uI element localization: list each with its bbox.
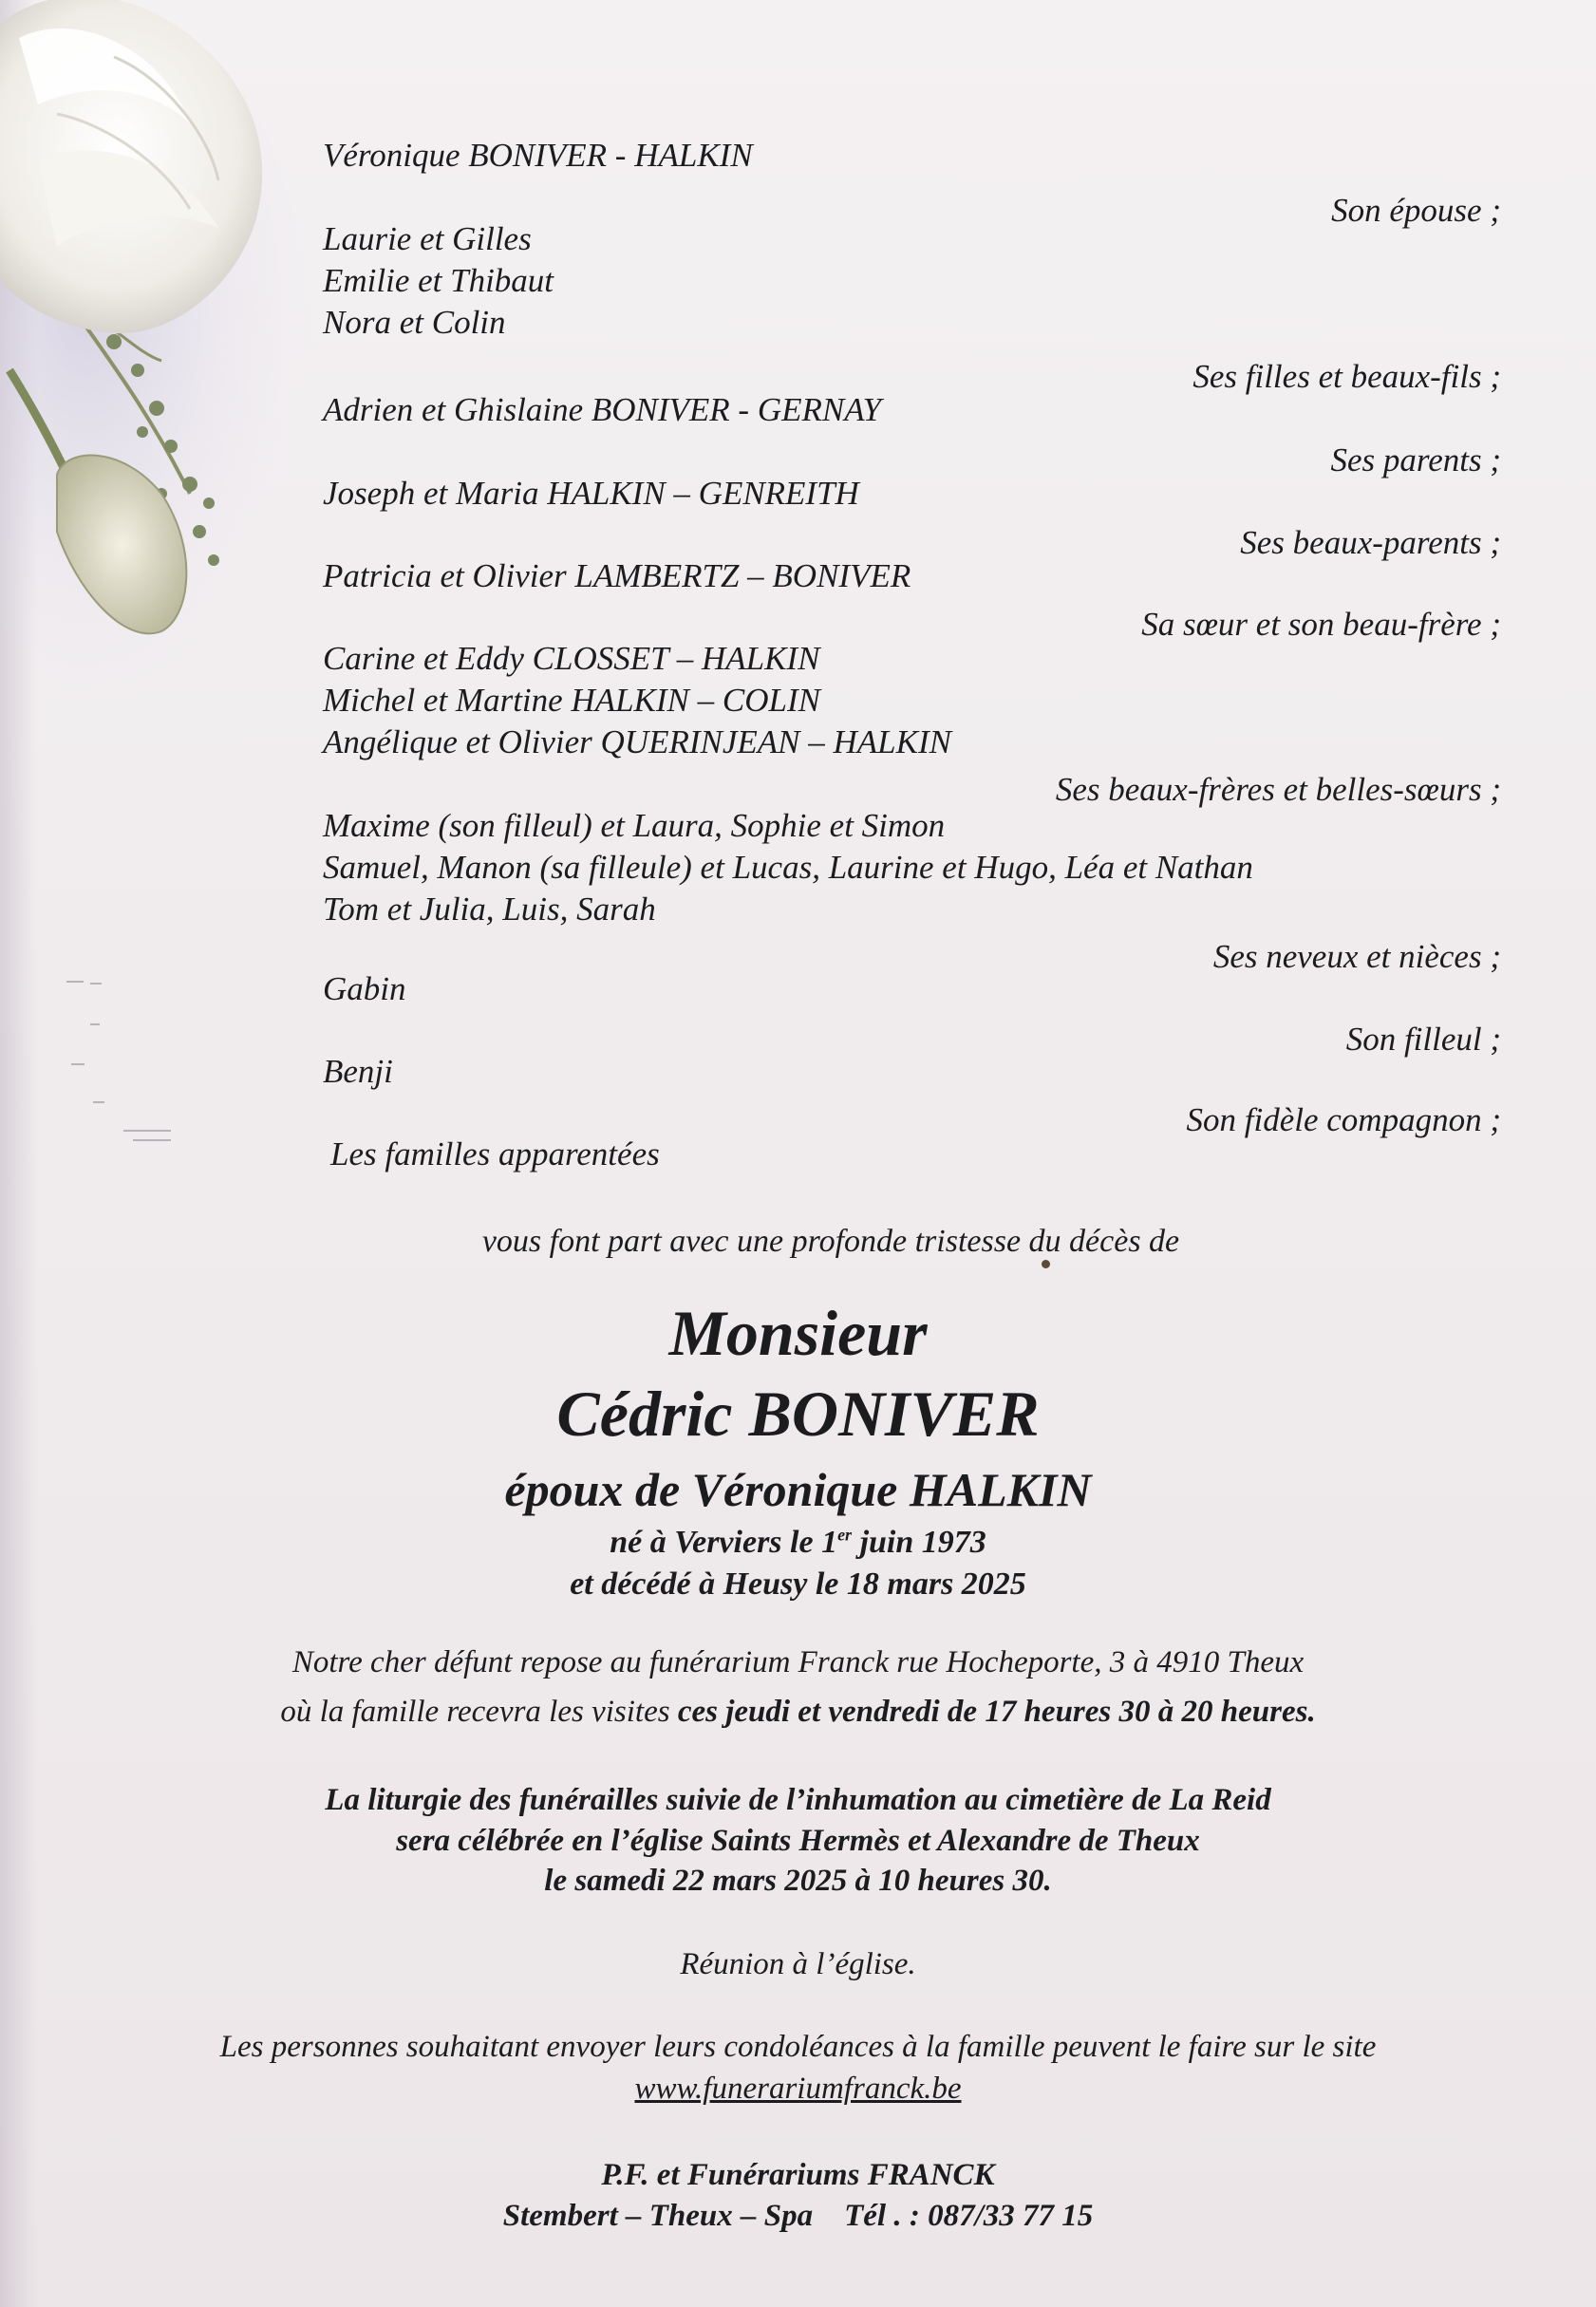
funeral-home-name: P.F. et Funérariums FRANCK (601, 2158, 995, 2192)
family-names-godson (323, 968, 406, 1010)
birth-date: juin 1973 (852, 1525, 986, 1560)
family-role-godson: Son filleul ; (1345, 1021, 1501, 1058)
condolences-text: Les personnes souhaitant envoyer leurs condoléances à la famille peuvent le faire sur le site (219, 2030, 1377, 2064)
family-name-line: Angélique et Olivier QUERINJEAN – HALKIN (323, 723, 951, 760)
family-name-line: Benji (323, 1053, 393, 1090)
family-names-siblings-in-law (323, 638, 951, 763)
funeral-home-contact (0, 2196, 1596, 2236)
family-role-in-laws: Ses beaux-parents ; (1240, 524, 1501, 561)
family-role-daughters: Ses filles et beaux-fils ; (1192, 358, 1501, 395)
condolences-website-link[interactable]: www.funerariumfranck.be (634, 2072, 962, 2106)
family-names-spouse (323, 135, 753, 177)
visitation-line-1: Notre cher défunt repose au funérarium Franck rue Hocheporte, 3 à 4910 Theux (291, 1645, 1305, 1679)
family-name-line: Gabin (323, 970, 406, 1007)
family-names-companion (323, 1051, 393, 1093)
liturgy-line-2: sera célébrée en l’église Saints Hermès et Alexandre de Theux (396, 1824, 1200, 1858)
family-name-line: Laurie et Gilles (323, 220, 532, 257)
deceased-birth (0, 1523, 1596, 1563)
family-name-line: Carine et Eddy CLOSSET – HALKIN (323, 640, 820, 677)
family-name-line: Samuel, Manon (sa filleule) et Lucas, Laurine et Hugo, Léa et Nathan (323, 849, 1253, 886)
family-role-companion: Son fidèle compagnon ; (1186, 1101, 1501, 1138)
deceased-spouse: époux de Véronique HALKIN (504, 1463, 1092, 1516)
visitation-text: où la famille recevra les visites (280, 1695, 678, 1729)
family-name-line: Nora et Colin (323, 304, 506, 341)
deceased-name: Cédric BONIVER (556, 1378, 1040, 1450)
family-names-relatives (330, 1134, 660, 1175)
family-role-sister: Sa sœur et son beau-frère ; (1141, 606, 1501, 643)
liturgy-line-3: le samedi 22 mars 2025 à 10 heures 30. (544, 1864, 1052, 1898)
reunion-text: Réunion à l’église. (680, 1947, 916, 1981)
birth-ordinal: er (837, 1525, 853, 1545)
family-names-daughters (323, 218, 554, 344)
family-names-nephews (323, 805, 1253, 930)
visitation-line-2 (0, 1687, 1596, 1736)
family-role-nephews: Ses neveux et nièces ; (1212, 938, 1501, 975)
family-role-siblings-in-law: Ses beaux-frères et belles-sœurs ; (1055, 771, 1501, 808)
birth-text: né à Verviers le 1 (610, 1525, 838, 1560)
family-name-line: Véronique BONIVER - HALKIN (323, 137, 753, 174)
deceased-title: Monsieur (668, 1297, 928, 1369)
family-names-parents (323, 389, 881, 431)
family-role-spouse: Son épouse ; (1331, 192, 1501, 229)
paper-speck (1042, 1260, 1050, 1268)
condolences-link-row (0, 2064, 1596, 2113)
white-flower-illustration (0, 0, 323, 722)
family-name-line: Les familles apparentées (330, 1135, 660, 1172)
family-name-line: Adrien et Ghislaine BONIVER - GERNAY (323, 391, 882, 428)
family-name-line: Michel et Martine HALKIN – COLIN (323, 682, 820, 719)
visitation-hours: ces jeudi et vendredi de 17 heures 30 à 20 heures. (677, 1695, 1316, 1729)
funeral-home-locations: Stembert – Theux – Spa (502, 2199, 814, 2233)
family-name-line: Joseph et Maria HALKIN – GENREITH (323, 475, 859, 512)
deceased-death: et décédé à Heusy le 18 mars 2025 (570, 1566, 1026, 1602)
liturgy-line-1: La liturgie des funérailles suivie de l’inhumation au cimetière de La Reid (325, 1783, 1271, 1817)
funeral-home-phone: Tél . : 087/33 77 15 (844, 2199, 1094, 2233)
family-name-line: Maxime (son filleul) et Laura, Sophie et Simon (323, 807, 946, 844)
family-names-in-laws (323, 473, 859, 515)
family-role-parents: Ses parents ; (1330, 441, 1501, 478)
announcement-text: vous font part avec une profonde tristesse du décès de (481, 1224, 1180, 1259)
family-name-line: Tom et Julia, Luis, Sarah (323, 891, 656, 928)
family-name-line: Emilie et Thibaut (323, 262, 554, 299)
family-names-sister (323, 555, 911, 597)
family-name-line: Patricia et Olivier LAMBERTZ – BONIVER (323, 557, 911, 594)
